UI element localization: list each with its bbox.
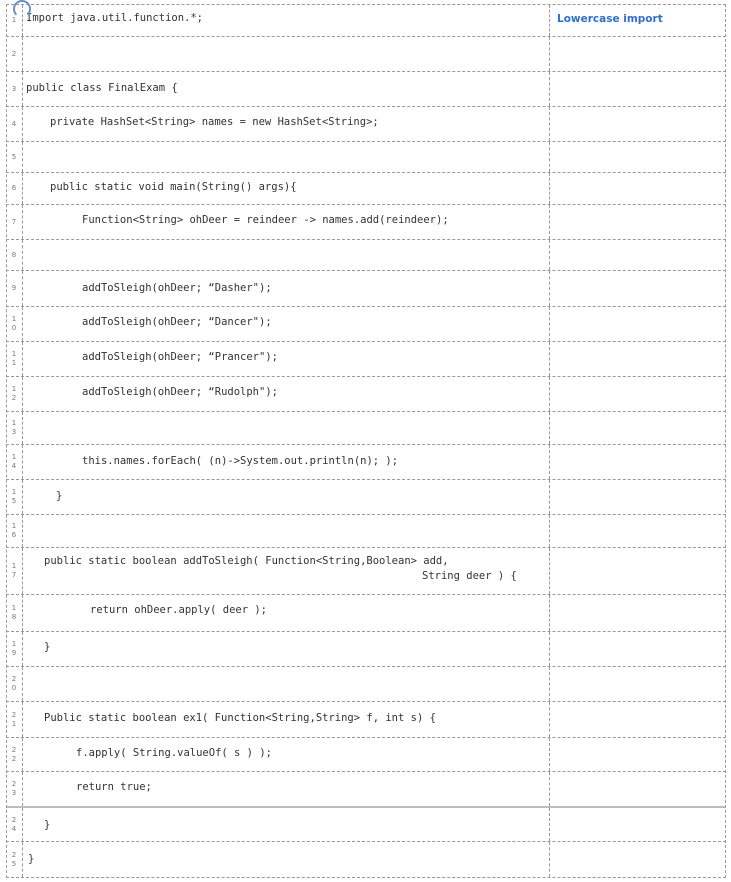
code-cell bbox=[24, 271, 549, 306]
code-cell bbox=[24, 632, 549, 666]
code-cell bbox=[24, 37, 549, 71]
line-number: 3 bbox=[6, 72, 23, 106]
cursor-ring-icon bbox=[13, 0, 31, 18]
code-cell bbox=[24, 5, 549, 36]
code-row bbox=[6, 841, 726, 878]
code-cell bbox=[24, 738, 549, 771]
review-comment bbox=[549, 173, 726, 204]
code-cell bbox=[24, 480, 549, 514]
code-cell bbox=[24, 307, 549, 341]
code-line-text: this.names.forEach( (n)->System.out.println(n); ); bbox=[82, 455, 399, 467]
code-line-text: public static boolean addToSleigh( Function<String,Boolean> add, bbox=[44, 555, 449, 567]
code-line-text: public static void main(String() args){ bbox=[50, 181, 297, 193]
code-line-text: f.apply( String.valueOf( s ) ); bbox=[76, 747, 272, 759]
review-comment bbox=[549, 548, 726, 594]
code-row bbox=[6, 547, 726, 594]
code-line-text: public class FinalExam { bbox=[26, 82, 178, 94]
code-line-text: addToSleigh(ohDeer; “Rudolph"); bbox=[82, 386, 278, 398]
code-row bbox=[6, 701, 726, 737]
code-row bbox=[6, 666, 726, 701]
code-row bbox=[6, 737, 726, 771]
line-number: 12 bbox=[6, 377, 23, 411]
code-cell bbox=[24, 842, 549, 877]
code-line-text: Public static boolean ex1( Function<String,String> f, int s) { bbox=[44, 712, 436, 724]
review-comment bbox=[549, 142, 726, 172]
review-comment bbox=[549, 667, 726, 701]
code-cell bbox=[24, 142, 549, 172]
code-row bbox=[6, 141, 726, 172]
code-line-text: return ohDeer.apply( deer ); bbox=[90, 604, 268, 616]
code-row bbox=[6, 631, 726, 666]
code-line-text: } bbox=[44, 819, 51, 831]
review-comment bbox=[549, 205, 726, 239]
line-number: 13 bbox=[6, 412, 23, 444]
line-number: 22 bbox=[6, 738, 23, 771]
code-cell bbox=[24, 342, 549, 376]
line-number: 16 bbox=[6, 515, 23, 547]
code-cell bbox=[24, 240, 549, 270]
review-comment bbox=[549, 595, 726, 631]
review-comment bbox=[549, 307, 726, 341]
code-cell bbox=[24, 72, 549, 106]
line-number: 2 bbox=[6, 37, 23, 71]
code-row bbox=[6, 479, 726, 514]
review-comment bbox=[549, 738, 726, 771]
code-cell bbox=[24, 377, 549, 411]
code-line-text: Function<String> ohDeer = reindeer -> names.add(reindeer); bbox=[82, 214, 449, 226]
review-comment bbox=[549, 37, 726, 71]
review-comment bbox=[549, 412, 726, 444]
review-comment bbox=[549, 377, 726, 411]
code-cell bbox=[24, 548, 549, 594]
line-number: 17 bbox=[6, 548, 23, 594]
review-comment bbox=[549, 107, 726, 141]
code-cell bbox=[24, 772, 549, 806]
code-line-text: addToSleigh(ohDeer; “Dasher"); bbox=[82, 282, 272, 294]
code-cell bbox=[24, 667, 549, 701]
code-row bbox=[6, 36, 726, 71]
review-comment bbox=[549, 271, 726, 306]
line-number: 7 bbox=[6, 205, 23, 239]
review-comment bbox=[549, 808, 726, 841]
line-number: 23 bbox=[6, 772, 23, 806]
review-comment bbox=[549, 72, 726, 106]
line-number: 5 bbox=[6, 142, 23, 172]
line-number: 6 bbox=[6, 173, 23, 204]
line-number: 10 bbox=[6, 307, 23, 341]
code-row bbox=[6, 4, 726, 36]
line-number: 14 bbox=[6, 445, 23, 479]
line-number: 21 bbox=[6, 702, 23, 737]
review-comment: Lowercase import bbox=[549, 5, 726, 36]
code-row bbox=[6, 411, 726, 444]
code-row bbox=[6, 514, 726, 547]
code-line-text: addToSleigh(ohDeer; “Prancer"); bbox=[82, 351, 278, 363]
code-row bbox=[6, 106, 726, 141]
code-review-sheet bbox=[6, 4, 726, 878]
line-number: 4 bbox=[6, 107, 23, 141]
code-cell bbox=[24, 808, 549, 841]
code-cell bbox=[24, 702, 549, 737]
line-number: 18 bbox=[6, 595, 23, 631]
line-number: 20 bbox=[6, 667, 23, 701]
code-line-text: } bbox=[44, 641, 51, 653]
code-line-continuation: String deer ) { bbox=[422, 570, 517, 582]
review-comment bbox=[549, 772, 726, 806]
review-comment bbox=[549, 515, 726, 547]
review-comment bbox=[549, 632, 726, 666]
code-line-text: private HashSet<String> names = new HashSet<String>; bbox=[50, 116, 379, 128]
code-row bbox=[6, 376, 726, 411]
code-row bbox=[6, 444, 726, 479]
line-number: 19 bbox=[6, 632, 23, 666]
review-comment bbox=[549, 842, 726, 877]
code-row bbox=[6, 594, 726, 631]
code-row bbox=[6, 71, 726, 106]
code-line-text: } bbox=[28, 853, 35, 865]
code-line-text: addToSleigh(ohDeer; “Dancer"); bbox=[82, 316, 272, 328]
review-comment bbox=[549, 445, 726, 479]
line-number: 1 bbox=[6, 5, 23, 36]
line-number: 15 bbox=[6, 480, 23, 514]
code-row bbox=[6, 806, 726, 841]
code-row bbox=[6, 270, 726, 306]
code-row bbox=[6, 239, 726, 270]
review-comment bbox=[549, 342, 726, 376]
code-row bbox=[6, 172, 726, 204]
review-comment bbox=[549, 480, 726, 514]
code-cell bbox=[24, 173, 549, 204]
code-cell bbox=[24, 205, 549, 239]
line-number: 11 bbox=[6, 342, 23, 376]
code-cell bbox=[24, 107, 549, 141]
code-row bbox=[6, 306, 726, 341]
code-cell bbox=[24, 412, 549, 444]
review-comment bbox=[549, 702, 726, 737]
code-line-text: Import java.util.function.*; bbox=[26, 12, 204, 24]
line-number: 24 bbox=[6, 808, 23, 841]
code-row bbox=[6, 771, 726, 806]
review-comment bbox=[549, 240, 726, 270]
line-number: 25 bbox=[6, 842, 23, 877]
code-line-text: return true; bbox=[76, 781, 152, 793]
line-number: 9 bbox=[6, 271, 23, 306]
code-cell bbox=[24, 595, 549, 631]
code-row bbox=[6, 204, 726, 239]
code-line-text: } bbox=[56, 490, 63, 502]
line-number: 8 bbox=[6, 240, 23, 270]
code-cell bbox=[24, 515, 549, 547]
code-row bbox=[6, 341, 726, 376]
code-cell bbox=[24, 445, 549, 479]
